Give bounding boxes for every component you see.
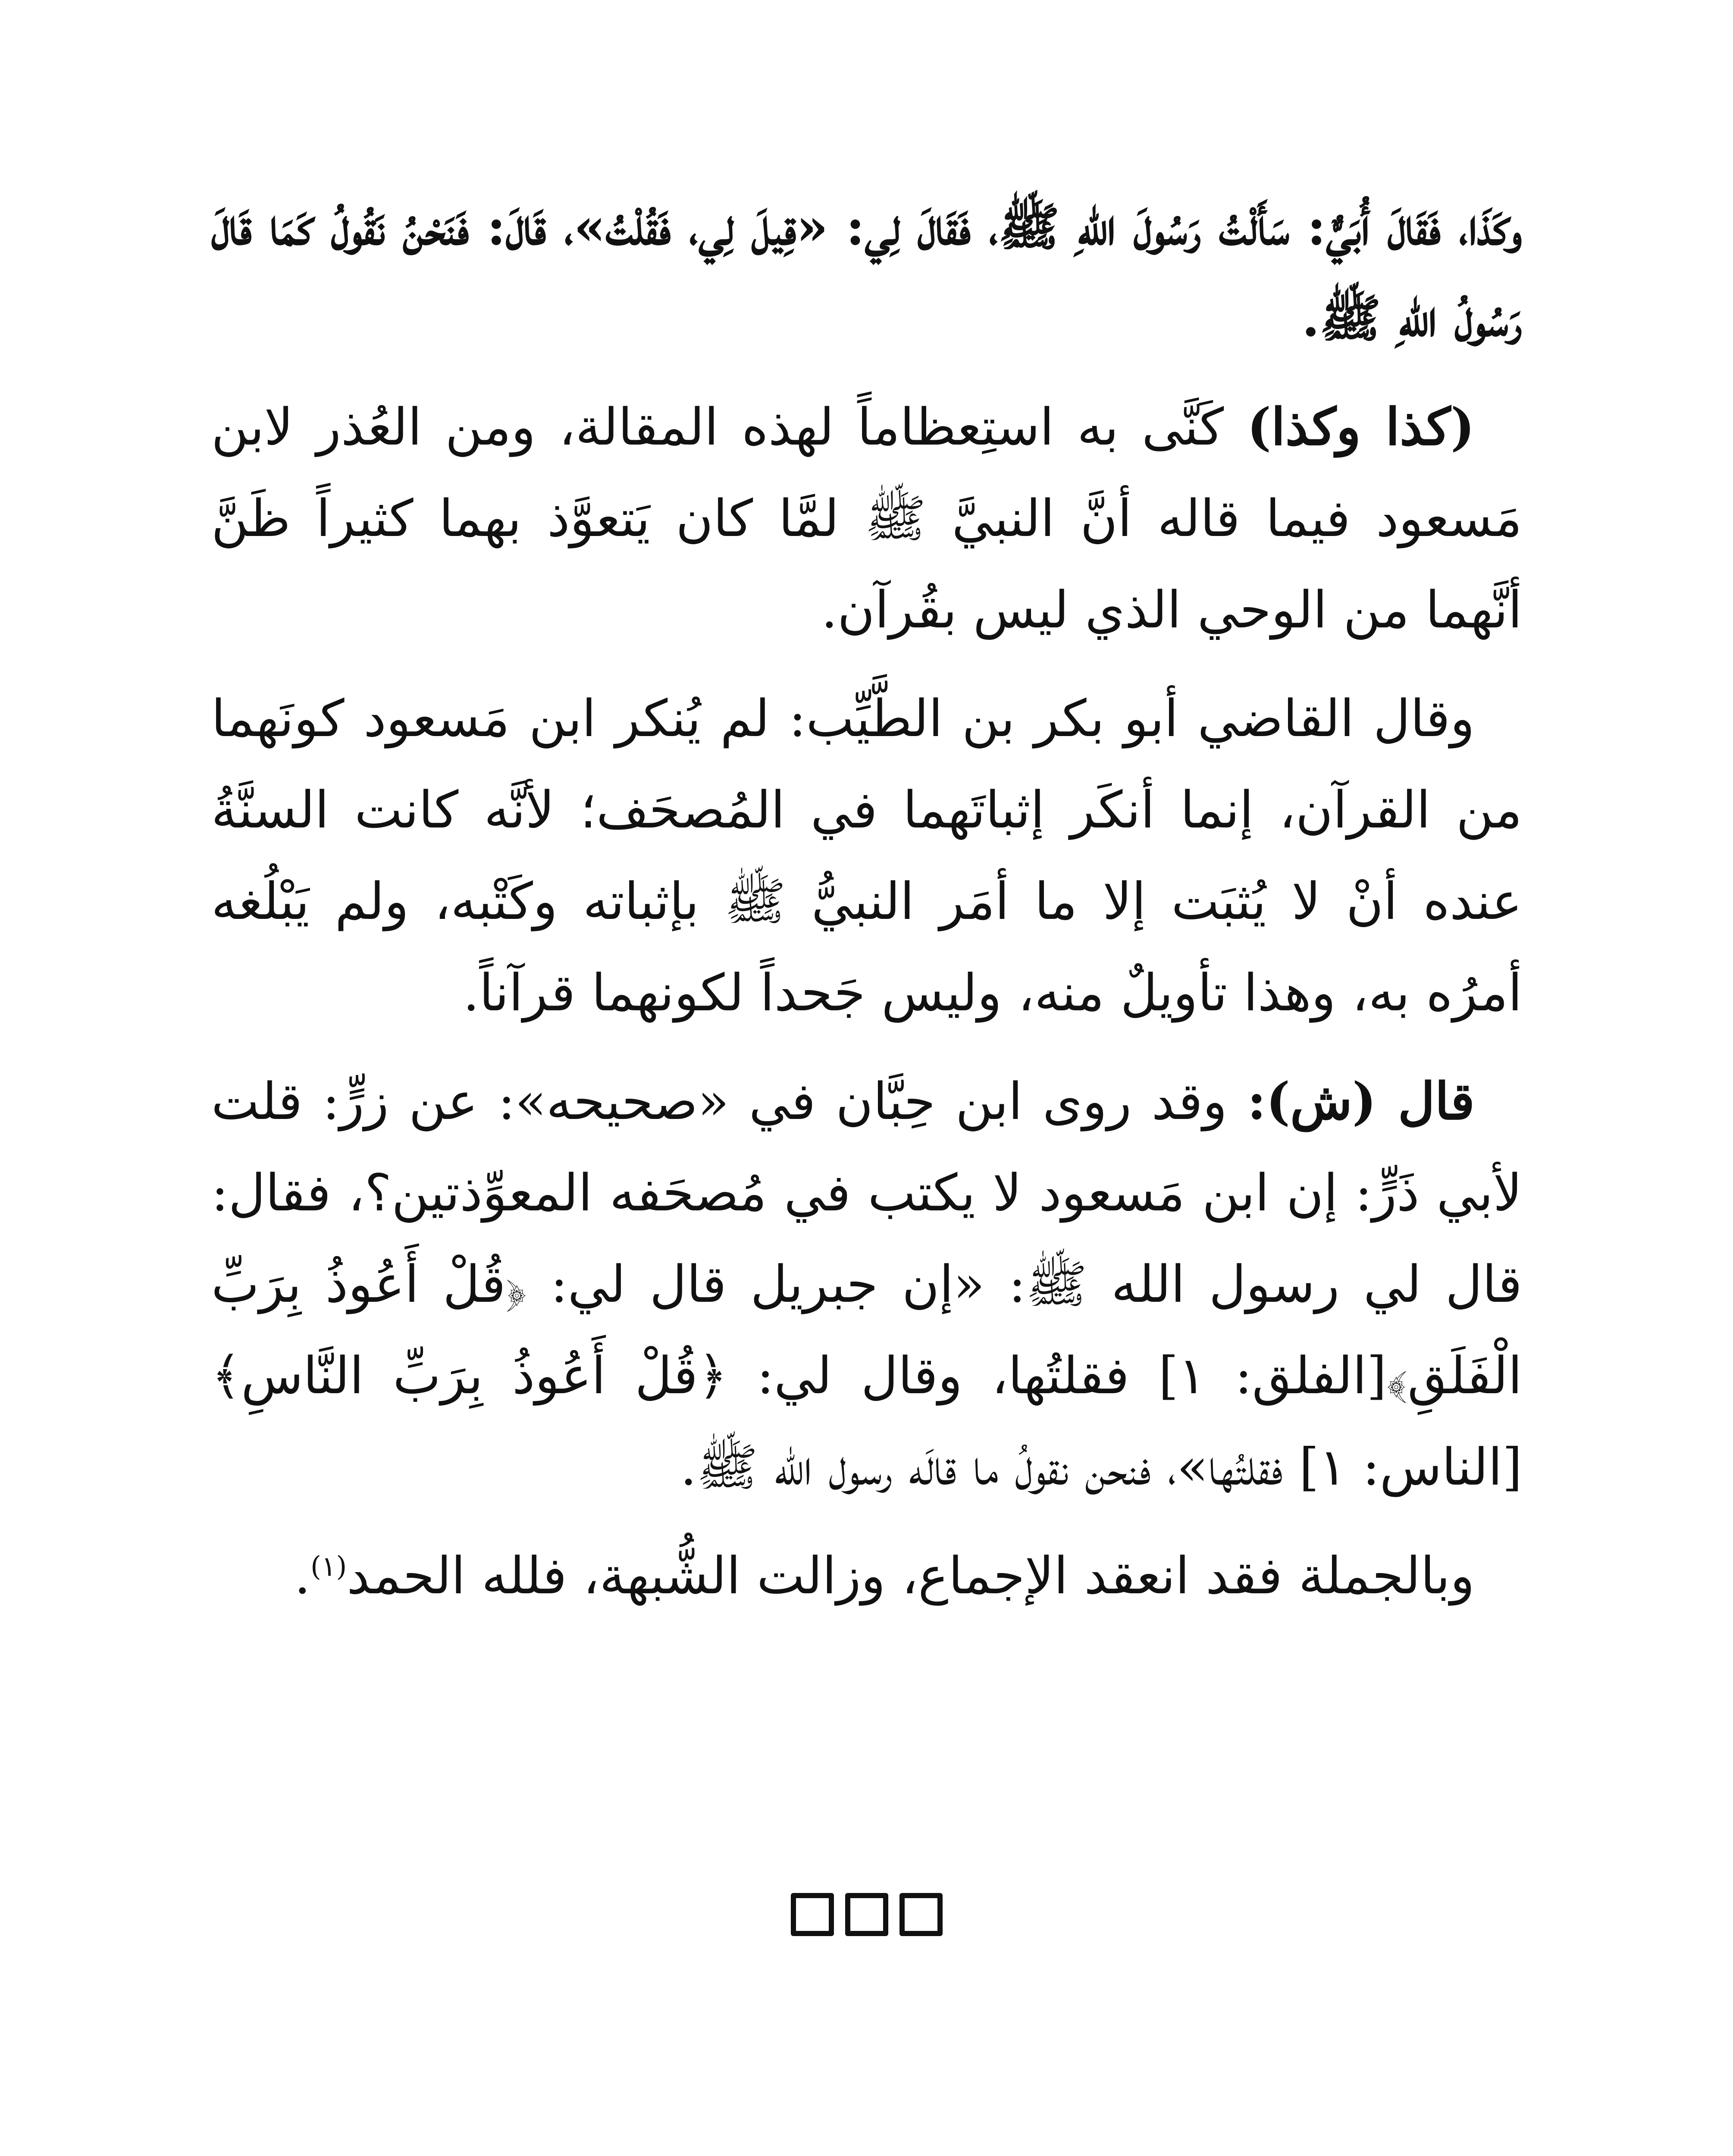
paragraph-4-lead: قال (ش): — [1247, 1071, 1475, 1131]
divider-square-icon — [899, 1893, 943, 1936]
paragraph-3 — [211, 673, 1522, 1038]
divider-square-icon — [791, 1893, 834, 1936]
paragraph-5-text: وبالجملة فقد انعقد الإجماع، وزالت الشُّبهة، فلله الحمد — [347, 1546, 1475, 1605]
paragraph-4-text: وقد روى ابن حِبَّان في «صحيحه»: عن زرٍّ: قلت لأبي ذَرٍّ: إن ابن مَسعود لا يكتب في مُصحَفه المعوِّذتين؟، فقال: قال لي رسول الله ﷺ: «إن جبريل قال لي: ﴿قُلْ أَعُوذُ بِرَبِّ الْفَلَقِ﴾[الفلق: ١] فقلتُها، وقال لي: ﴿قُلْ أَعُوذُ بِرَبِّ النَّاسِ﴾[الناس: ١] فقلتُها»، فنحن نقولُ ما قالَه رسول الله ﷺ. — [211, 1072, 1522, 1497]
paragraph-2-lead: (كذا وكذا) — [1247, 397, 1475, 457]
paragraph-4 — [211, 1056, 1522, 1513]
paragraph-1 — [211, 181, 1522, 364]
paragraph-5-end: . — [294, 1546, 310, 1605]
page-body — [211, 181, 1522, 1639]
paragraph-1-text: وكَذَا، فَقَالَ أُبَيٌّ: سَأَلْتُ رَسُولَ اللهِ ﷺ، فَقَالَ لِي: «قِيلَ لِي، فَقُلْتُ»، قَالَ: فَنَحْنُ نَقُولُ كَمَا قَالَ رَسُولُ اللهِ ﷺ. — [211, 197, 1522, 348]
section-divider-ornament — [0, 1893, 1733, 1936]
footnote-reference[interactable]: (١) — [310, 1551, 347, 1583]
paragraph-2-text: كَنَّى به استِعظاماً لهذه المقالة، ومن العُذر لابن مَسعود فيما قاله أنَّ النبيَّ ﷺ لمَّا كان يَتعوَّذ بهما كثيراً ظَنَّ أنَّهما من الوحي الذي ليس بقُرآن. — [211, 397, 1522, 639]
paragraph-2 — [211, 381, 1522, 655]
paragraph-5 — [211, 1530, 1522, 1621]
paragraph-3-text: وقال القاضي أبو بكر بن الطَّيِّب: لم يُنكر ابن مَسعود كونَهما من القرآن، إنما أنكَر إثباتَهما في المُصحَف؛ لأنَّه كانت السنَّةُ عنده أنْ لا يُثبَت إلا ما أمَر النبيُّ ﷺ بإثباته وكَتْبه، ولم يَبْلُغه أمرُه به، وهذا تأويلٌ منه، وليس جَحداً لكونهما قرآناً. — [211, 689, 1522, 1022]
divider-square-icon — [845, 1893, 888, 1936]
